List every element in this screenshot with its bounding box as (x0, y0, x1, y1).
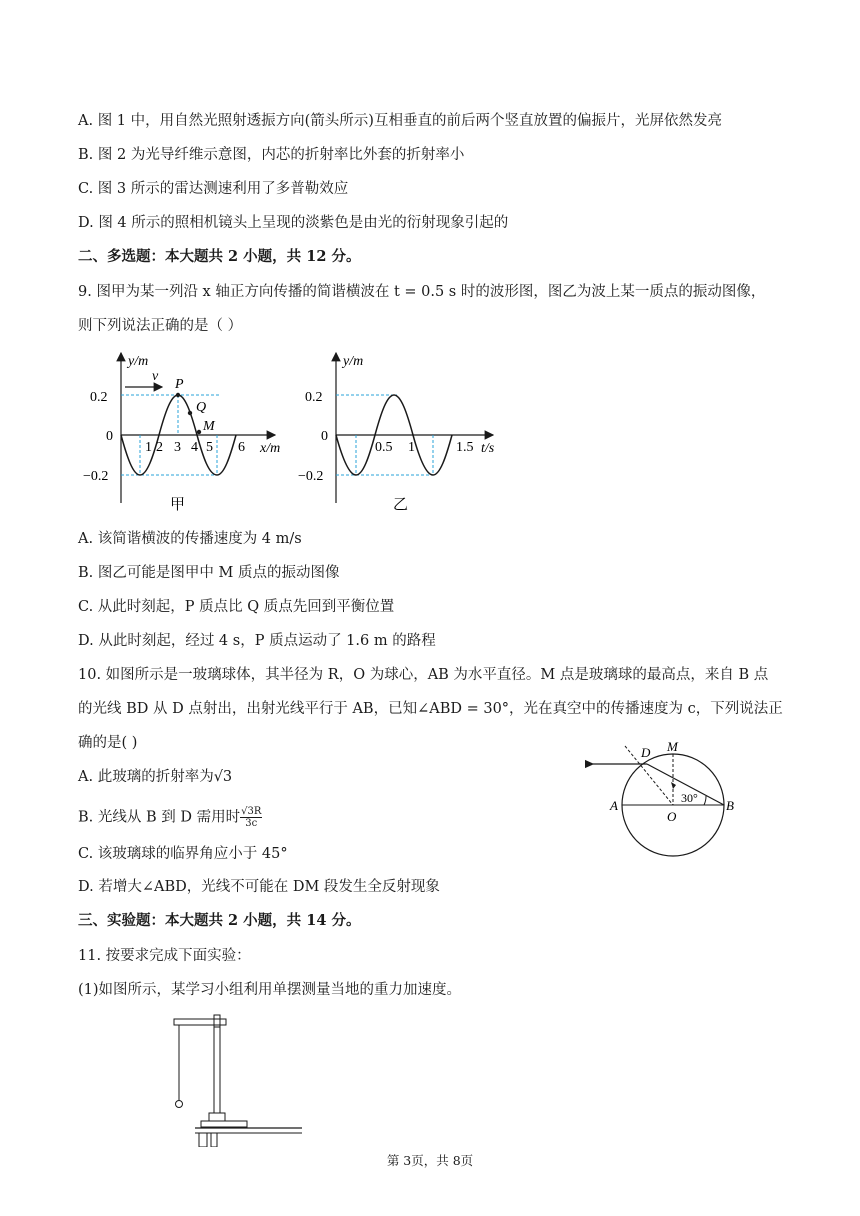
wave-xtick-5: 5 (206, 440, 213, 455)
wave-xtick-4: 4 (191, 440, 198, 455)
point-m-label: M (203, 419, 215, 434)
wave-ytick-zero: 0 (106, 429, 113, 444)
point-m-label: M (667, 739, 678, 754)
q10-option-c: C. 该玻璃球的临界角应小于 45° (78, 846, 288, 862)
q10-option-b-text: B. 光线从 B 到 D 需用时 (78, 809, 241, 826)
vibration-caption: 乙 (393, 497, 409, 513)
pendulum-bob (176, 1101, 183, 1108)
q9-figure-vibration (297, 345, 517, 515)
point-p (176, 393, 180, 397)
q9-stem-line2: 则下列说法正确的是（ ） (78, 318, 243, 334)
point-p-label: P (175, 377, 184, 392)
vibration-ytick-zero: 0 (321, 429, 328, 444)
q10-stem-line2: 的光线 BD 从 D 点射出，出射光线平行于 AB，已知∠ABD = 30°，光在真空中的传播速度为 c，下列说法正 (78, 701, 783, 717)
wave-ytick-pos: 0.2 (90, 390, 108, 405)
q9-stem-line1: 9. 图甲为某一列沿 x 轴正方向传播的简谐横波在 t = 0.5 s 时的波形图，图乙为波上某一质点的振动图像， (78, 284, 766, 300)
wave-caption: 甲 (170, 497, 186, 513)
q10-option-a: A. 此玻璃的折射率为√3 (78, 769, 233, 785)
wave-x-label: x/m (260, 441, 281, 456)
vibration-xtick-05: 0.5 (375, 440, 393, 455)
wave-xtick-6: 6 (238, 440, 245, 455)
q10-option-b-fraction: $\frac{√3R}{3c}$ (241, 806, 262, 829)
q9-option-a: A. 该简谐横波的传播速度为 4 m/s (78, 531, 302, 547)
q8-option-c: C. 图 3 所示的雷达测速利用了多普勒效应 (78, 181, 349, 197)
point-o-label: O (667, 809, 677, 824)
q11-stem: 11. 按要求完成下面实验： (78, 948, 251, 964)
q9-option-c: C. 从此时刻起，P 质点比 Q 质点先回到平衡位置 (78, 599, 395, 615)
section-heading-multiple-choice: 二、多选题：本大题共 2 小题，共 12 分。 (78, 248, 361, 265)
wave-xtick-1: 1 (145, 440, 152, 455)
pendulum-apparatus-figure (165, 1012, 305, 1147)
angle-label: 30° (681, 791, 698, 805)
vibration-ytick-neg: −0.2 (298, 469, 324, 484)
vibration-y-label: y/m (343, 354, 364, 369)
vibration-xtick-1: 1 (408, 440, 415, 455)
wave-velocity-label: v (152, 369, 159, 384)
point-d-label: D (641, 745, 651, 760)
wave-xtick-2: 2 (156, 440, 163, 455)
q10-glass-sphere-figure (585, 735, 745, 865)
page-footer: 第 3页，共 8页 (386, 1153, 474, 1168)
point-q-label: Q (196, 400, 207, 415)
section-heading-experiment: 三、实验题：本大题共 2 小题，共 14 分。 (78, 912, 361, 929)
q8-option-d: D. 图 4 所示的照相机镜头上呈现的淡紫色是由光的衍射现象引起的 (78, 215, 509, 231)
q8-option-b: B. 图 2 为光导纤维示意图，内芯的折射率比外套的折射率小 (78, 147, 465, 163)
point-m (197, 430, 201, 434)
q9-figure-wave (80, 345, 300, 515)
point-q (188, 411, 192, 415)
wave-y-label: y/m (128, 354, 149, 369)
q9-option-d: D. 从此时刻起，经过 4 s，P 质点运动了 1.6 m 的路程 (78, 633, 436, 649)
q10-stem-line3: 确的是( ) (78, 735, 138, 751)
wave-xtick-3: 3 (174, 440, 181, 455)
q10-option-d: D. 若增大∠ABD，光线不可能在 DM 段发生全反射现象 (78, 879, 440, 895)
q10-stem-line1: 10. 如图所示是一玻璃球体，其半径为 R，O 为球心，AB 为水平直径。M 点是玻璃球的最高点，来自 B 点 (78, 667, 769, 683)
point-a-label: A (610, 798, 618, 813)
vibration-xtick-15: 1.5 (456, 440, 474, 455)
vibration-x-label: t/s (481, 441, 495, 456)
point-b-label: B (726, 798, 734, 813)
wave-ytick-neg: −0.2 (83, 469, 109, 484)
q9-option-b: B. 图乙可能是图甲中 M 质点的振动图像 (78, 565, 340, 581)
q10-option-b (78, 806, 262, 829)
q8-option-a: A. 图 1 中，用自然光照射透振方向(箭头所示)互相垂直的前后两个竖直放置的偏振片，光屏依然发亮 (78, 113, 722, 129)
vibration-ytick-pos: 0.2 (305, 390, 323, 405)
q11-subquestion-1: (1)如图所示，某学习小组利用单摆测量当地的重力加速度。 (78, 982, 462, 998)
